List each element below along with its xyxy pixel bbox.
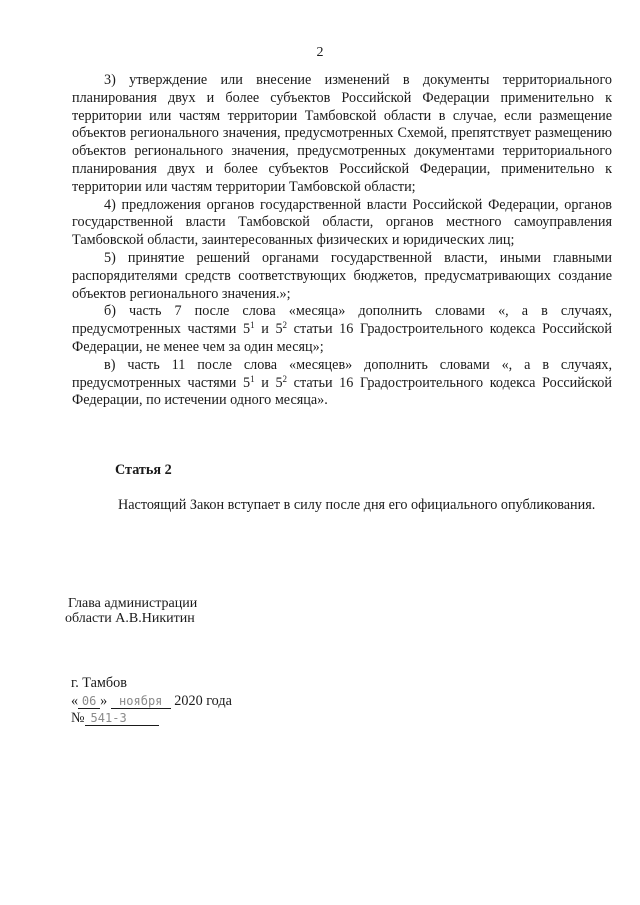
amendment-v-text-a: в) часть 11 после слова «месяцев» дополнить словами «, а в случаях, предусмотренных частями 5: [72, 356, 612, 391]
enactment-clause: [72, 496, 612, 515]
amendment-v-sup1: 1: [250, 373, 255, 384]
amendment-b-text-c: статьи 16 Градостроительного кодекса Российской Федерации, не менее чем за один месяц»;: [72, 321, 612, 355]
amendment-v: [72, 357, 612, 410]
paragraph-item-3: 3) утверждение или внесение изменений в документы территориального планирования двух и более субъектов Российской Федерации применительно к территории или частям территории Тамбовской области в случае, если размещение объектов регионального значения, предусмотренных Схемой, препятствует размещению объектов регионального значения, предусмотренных документами территориального планирования двух и более субъектов Российской Федерации, применительно к территории или частям территории Тамбовской области;: [72, 72, 612, 195]
number-sign: №: [71, 710, 85, 726]
amendment-b-sup1: 1: [250, 320, 255, 331]
paragraph-item-5: 5) принятие решений органами государственной власти, иными главными распорядителями средств соответствующих бюджетов, предусматривающих создание объектов регионального значения.»;: [72, 249, 612, 302]
amendment-v-sup2: 2: [282, 373, 288, 384]
article-heading: Статья 2: [115, 462, 172, 478]
law-body: [72, 72, 612, 410]
number-line: [71, 710, 232, 728]
document-number: 541-З: [85, 711, 159, 726]
date-close-quote: »: [100, 692, 108, 709]
amendment-b: [72, 303, 612, 356]
signature-title: Глава администрации: [68, 596, 198, 611]
date-open-quote: «: [71, 692, 79, 709]
page-number: 2: [316, 45, 324, 60]
amendment-b-text-b: и 5: [254, 321, 283, 338]
date-line: [71, 693, 232, 711]
amendment-b-sup2: 2: [282, 320, 288, 331]
date-year: 2020 года: [174, 692, 232, 709]
city: г. Тамбов: [71, 675, 127, 691]
date-day: 06: [78, 694, 100, 709]
amendment-b-text-a: б) часть 7 после слова «месяца» дополнить словами «, а в случаях, предусмотренных частями 5: [72, 303, 612, 338]
amendment-v-text-c: статьи 16 Градостроительного кодекса Российской Федерации, по истечении одного месяца».: [72, 374, 612, 409]
date-month: ноября: [111, 694, 171, 709]
place-date-block: [71, 675, 232, 728]
paragraph-item-4: 4) предложения органов государственной власти Российской Федерации, органов государственной власти Тамбовской области, органов местного самоуправления Тамбовской области, заинтересованных физических и юридических лиц;: [72, 196, 612, 249]
signature-block: [65, 596, 198, 626]
enactment-text: Настоящий Закон вступает в силу после дня его официального опубликования.: [118, 497, 596, 513]
amendment-v-text-b: и 5: [254, 374, 283, 391]
signature-name: области А.В.Никитин: [65, 611, 195, 626]
